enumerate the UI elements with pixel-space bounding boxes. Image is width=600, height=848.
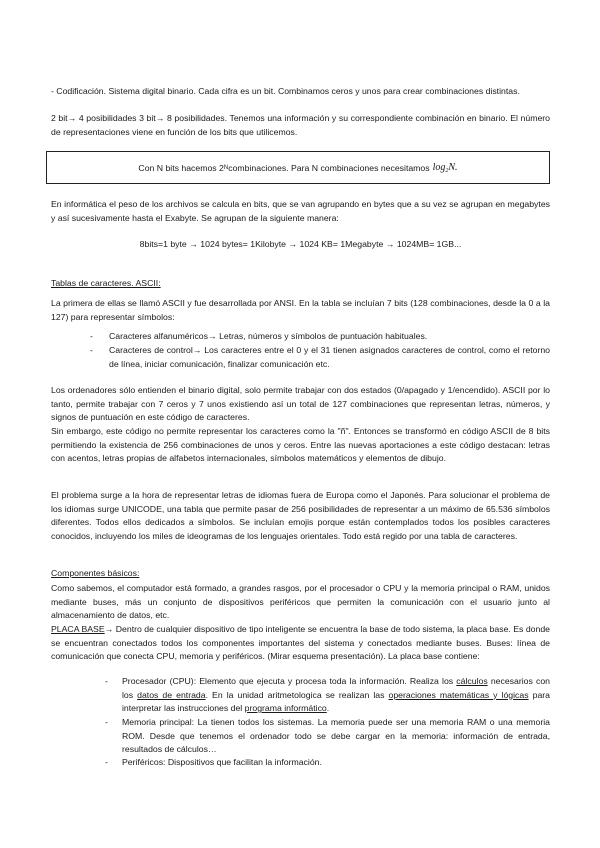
ascii-paragraph-1: La primera de ellas se llamó ASCII y fue desarrollada por ANSI. En la tabla se incluían 7 bits (128 combinaciones, desde la 0 a la 127) para representar símbolos:	[51, 298, 550, 322]
item-procesador: Procesador (CPU): Elemento que ejecuta y procesa toda la información. Realiza los cálculos necesarios con los datos de entrada. En la unidad aritmetologica se realizan las operaciones matemáticas y lógicas para interpretar las instrucciones del programa informático.	[122, 676, 550, 714]
log-formula: $\log_2N$.	[432, 161, 458, 174]
ascii-bullet-alfanumericos: Caracteres alfanuméricos→ Letras, números y símbolos de puntuación habituales.	[109, 331, 428, 341]
intro-paragraph-1: - Codificación. Sistema digital binario. Cada cifra es un bit. Combinamos ceros y unos para crear combinaciones distintas.	[51, 86, 520, 96]
unicode-paragraph: El problema surge a la hora de representar letras de idiomas fuera de Europa como el Japonés. Para solucionar el problema de los idiomas surge UNICODE, una tabla que permite pasar de 256 posibilidades de representar a un máximo de 65.536 símbolos diferentes. Todos ellos dedicados a símbolos. Se incluían emojis porque están contemplados todos los posibles caracteres conocidos, incluyendo los miles de ideogramas de los lenguajes orientales. Todo está regido por una tabla de caracteres.	[51, 490, 550, 541]
bullet-dash: -	[105, 676, 108, 686]
ascii-paragraph-2: Los ordenadores sólo entienden el binario digital, solo permite trabajar con dos estados (0/apagado y 1/encendido). ASCII por lo tanto, permite trabajar con 7 ceros y 7 unos existiendo así un total de 127 combinaciones que representan letras, números, y signos de puntuación en este código de caracteres.	[51, 385, 550, 423]
formula-text-after: combinaciones. Para N combinaciones necesitamos	[228, 162, 430, 173]
componentes-paragraph: Como sabemos, el computador está formado, a grandes rasgos, por el procesador o CPU y la memoria principal o RAM, unidos mediante buses, más un conjunto de dispositivos periféricos que permiten la comunicación con el usuario junto al almacenamiento de datos, etc.	[51, 583, 550, 621]
item-memoria-principal: Memoria principal: La tienen todos los sistemas. La memoria puede ser una memoria RAM o una memoria ROM. Desde que tenemos el ordenador todo se debe cargar en la memoria: información de entrada, resultados de cálculos…	[122, 717, 550, 755]
formula-box	[46, 151, 550, 184]
bullet-dash: -	[90, 331, 93, 341]
bullet-dash: -	[90, 345, 93, 355]
item-perifericos: Periféricos: Dispositivos que facilitan la información.	[122, 757, 322, 767]
placa-base-label: PLACA BASE	[51, 624, 105, 634]
intro-paragraph-2: 2 bit→ 4 posibilidades 3 bit→ 8 posibilidades. Tenemos una información y su correspondiente combinación en binario. El número de representaciones viene en función de los bits que utilicemos.	[51, 113, 550, 137]
ascii-bullet-control: Caracteres de control→ Los caracteres entre el 0 y el 31 tienen asignados caracteres de control, como el retorno de línea, iniciar comunicación, finalizar comunicación etc.	[109, 345, 550, 369]
informatica-paragraph: En informática el peso de los archivos se calcula en bits, que se van agrupando en bytes que a su vez se agrupan en megabytes y así sucesivamente hasta el Exabyte. Se agrupan de la siguiente manera:	[51, 199, 550, 223]
units-line: 8bits=1 byte → 1024 bytes= 1Kilobyte → 1024 KB= 1Megabyte → 1024MB= 1GB...	[139, 239, 462, 249]
ascii-paragraph-3: Sin embargo, este código no permite representar los caracteres como la "ñ". Entonces se transformó en código ASCII de 8 bits permitiendo la existencia de 256 combinaciones de unos y ceros. Entre las nuevas aportaciones a este código destacan: letras con acentos, letras propias de alfabetos internacionales, símbolos matemáticos y elementos de dibujo.	[51, 426, 550, 464]
bullet-dash: -	[105, 717, 108, 727]
bullet-dash: -	[105, 757, 108, 767]
componentes-heading: Componentes básicos:	[51, 568, 140, 578]
ascii-heading: Tablas de caracteres. ASCII:	[51, 278, 161, 288]
formula-exponent: N	[223, 164, 229, 171]
formula-text-before: Con N bits hacemos 2	[138, 162, 224, 173]
placa-base-paragraph: PLACA BASE→ Dentro de cualquier dispositivo de tipo inteligente se encuentra la base de todo sistema, la placa base. Es donde se encuentran conectados todos los componentes importantes del sistema y conectados mediante buses. Buses: línea de comunicación que conecta CPU, memoria y periféricos. (Mirar esquema presentación). La placa base contiene:	[51, 624, 550, 662]
